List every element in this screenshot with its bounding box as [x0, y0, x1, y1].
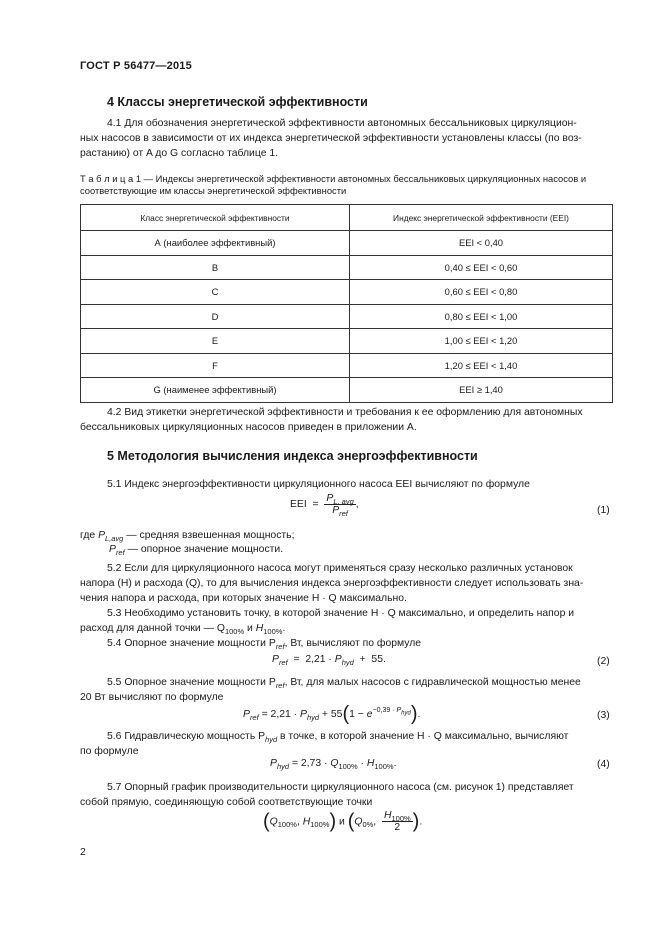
- para-4-1-line3: растанию) от A до G согласно таблице 1.: [80, 148, 279, 159]
- table-cell: 0,80 ≤ EEI < 1,00: [350, 304, 613, 329]
- para-5-5-line1: 5.5 Опорное значение мощности $P_{ref}$, Вт, для малых насосов с гидравлической мощностью менее: [107, 677, 581, 690]
- equation-number-4: (4): [597, 759, 610, 770]
- equation-number-1: (1): [597, 505, 610, 516]
- table-header-eei: Индекс энергетической эффективности (EEI): [350, 205, 613, 231]
- table-row: [81, 280, 613, 305]
- equation-number-2: (2): [597, 656, 610, 667]
- table-row: [81, 378, 613, 403]
- table-caption-line2: соответствующие им классы энергетической эффективности: [80, 185, 347, 196]
- table-row: [81, 329, 613, 354]
- where-def-2: — опорное значение мощности.: [124, 544, 284, 555]
- para-5-6-line1: 5.6 Гидравлическую мощность $P_{hyd}$ в точке, в которой значение H · Q максимально, вычисляют: [107, 731, 569, 744]
- para-5-6-text: 5.6 Гидравлическую мощность P: [107, 731, 266, 742]
- para-4-1-line1: 4.1 Для обозначения энергетической эффективности автономных бессальниковых циркуляцион-: [107, 118, 577, 129]
- para-5-4-text: 5.4 Опорное значение мощности P: [107, 638, 276, 649]
- table-row: [81, 231, 613, 256]
- table-cell: В: [81, 255, 350, 280]
- para-5-3-text: расход для данной точки — Q: [80, 623, 225, 634]
- para-5-1: 5.1 Индекс энергоэффективности циркуляционного насоса EEI вычисляют по формуле: [107, 479, 530, 490]
- where-prefix: где: [80, 530, 99, 541]
- para-4-2-line2: бессальниковых циркуляционных насосов приведен в приложении А.: [80, 422, 417, 433]
- where-def-1: — средняя взвешенная мощность;: [123, 530, 295, 541]
- para-5-2-line1: 5.2 Если для циркуляционного насоса могут применяться сразу несколько различных установок: [107, 563, 573, 574]
- document-header: ГОСТ Р 56477—2015: [80, 60, 192, 72]
- section-4-title: 4 Классы энергетической эффективности: [107, 95, 368, 109]
- para-5-4: 5.4 Опорное значение мощности $P_{ref}$, Вт, вычисляют по формуле: [107, 638, 422, 651]
- para-5-4-tail: , Вт, вычисляют по формуле: [284, 638, 422, 649]
- table-cell: Е: [81, 329, 350, 354]
- formula-1-fraction: $\frac{P_{L, avg}}{P_{ref}}$: [326, 493, 354, 518]
- para-4-2-line1: 4.2 Вид этикетки энергетической эффективности и требования к ее оформлению для автономных: [107, 407, 583, 418]
- equation-number-3: (3): [597, 710, 610, 721]
- table-row: [81, 255, 613, 280]
- table-row: [81, 353, 613, 378]
- para-5-3-line1: 5.3 Необходимо установить точку, в которой значение H · Q максимально, и определить напор и: [107, 608, 575, 619]
- para-5-2-line2: напора (H) и расхода (Q), то для вычисления индекса энергоэффективности следует использовать зна-: [80, 578, 584, 589]
- table-cell: EEI < 0,40: [350, 231, 613, 256]
- para-5-7-line2: собой прямую, соединяющую собой соответствующие точки: [80, 797, 373, 808]
- table-cell: 0,40 ≤ EEI < 0,60: [350, 255, 613, 280]
- table-header-row: [81, 205, 613, 231]
- table-cell: 0,60 ≤ EEI < 0,80: [350, 280, 613, 305]
- table-row: [81, 304, 613, 329]
- table-caption-line1: Т а б л и ц а 1 — Индексы энергетической эффективности автономных бессальниковых циркуляционных насосов и: [80, 173, 587, 184]
- table-cell: С: [81, 280, 350, 305]
- where-line-1: где $P_{L,avg}$ — средняя взвешенная мощность;: [80, 530, 295, 543]
- table-cell: 1,20 ≤ EEI < 1,40: [350, 353, 613, 378]
- energy-class-table: [80, 204, 613, 403]
- para-5-3-line2: расход для данной точки — $Q_{100\%}$ и $H_{100\%}$.: [80, 623, 286, 636]
- formula-3: $P_{ref} = 2,21 \cdot P_{hyd} + 55(1 - e^{-0,39 \cdot P_{hyd}})$.: [243, 703, 421, 725]
- para-5-6-line2: по формуле: [80, 746, 139, 757]
- para-5-5-text: 5.5 Опорное значение мощности P: [107, 677, 276, 688]
- formula-2: $P_{ref} = 2,21 \cdot P_{hyd} + 55$.: [272, 654, 386, 667]
- where-line-2: $P_{ref}$ — опорное значение мощности.: [109, 544, 284, 557]
- table-header-class: Класс энергетической эффективности: [81, 205, 350, 231]
- formula-1: EEI = $\frac{P_{L, avg}}{P_{ref}}$ ,: [290, 493, 359, 518]
- para-4-1-line2: ных насосов в зависимости от их индекса энергетической эффективности установлены классы (по воз-: [80, 133, 582, 144]
- table-cell: А (наиболее эффективный): [81, 231, 350, 256]
- table-cell: 1,00 ≤ EEI < 1,20: [350, 329, 613, 354]
- para-5-5-line2: 20 Вт вычисляют по формуле: [80, 692, 224, 703]
- table-cell: D: [81, 304, 350, 329]
- table-cell: F: [81, 353, 350, 378]
- section-5-title: 5 Методология вычисления индекса энергоэффективности: [107, 449, 478, 463]
- para-5-7-line1: 5.7 Опорный график производительности циркуляционного насоса (см. рисунок 1) представляет: [107, 782, 574, 793]
- para-5-5-tail: , Вт, для малых насосов с гидравлической мощностью менее: [284, 677, 581, 688]
- formula-4: $P_{hyd} = 2,73 \cdot Q_{100\%} \cdot H_{100\%}$.: [270, 758, 397, 771]
- points-fraction: $\frac{H_{100\%}}{2}$: [383, 810, 411, 833]
- para-5-2-line3: чения напора и расхода, при которых значение H · Q максимально.: [80, 593, 407, 604]
- table-cell: EEI ≥ 1,40: [350, 378, 613, 403]
- para-5-6-tail: в точке, в которой значение H · Q максимально, вычисляют: [277, 731, 569, 742]
- page-number: 2: [80, 847, 86, 858]
- points-formula: ($Q_{100\%}$, $H_{100\%}$) и ($Q_{0\%}$, $\frac{H_{100\%}}{2}$ ).: [263, 810, 423, 833]
- table-cell: G (наименее эффективный): [81, 378, 350, 403]
